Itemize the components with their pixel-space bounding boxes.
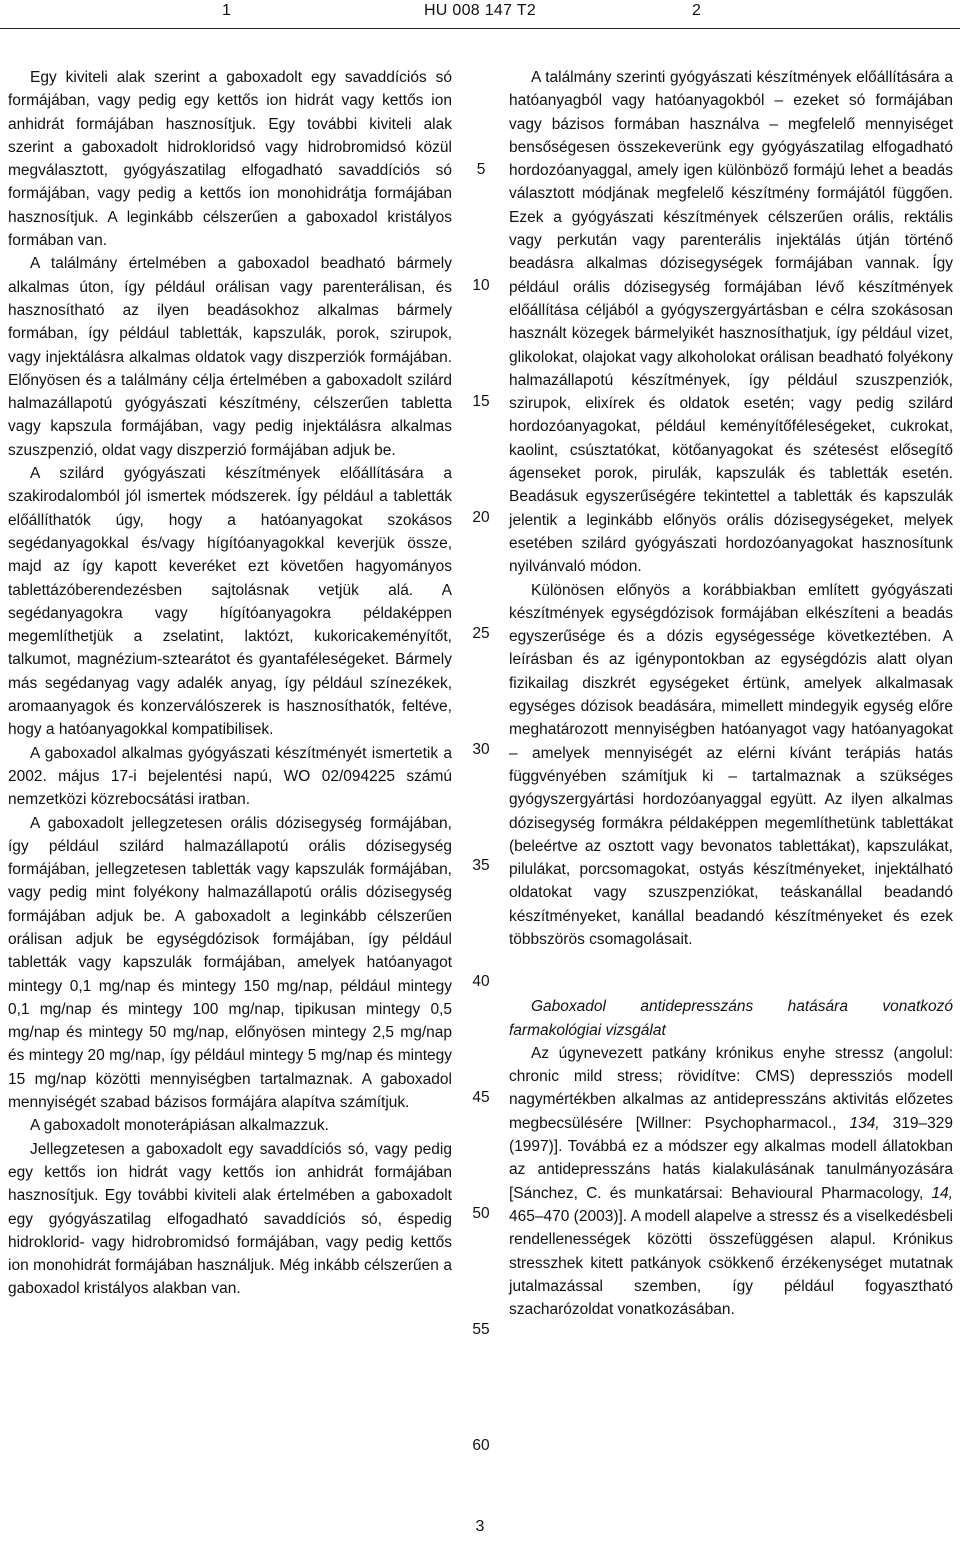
line-number: 10 (472, 277, 490, 294)
volume-number: 134, (849, 1114, 880, 1132)
line-number: 25 (472, 625, 490, 642)
paragraph: A szilárd gyógyászati készítmények előállítására a szakirodalomból jól ismertek módszerek. Így például a tabletták előállíthatók úgy, hogy a hatóanyagokat szokásos segédanyagokkal és/vagy hígítóanyagokkal keverjük össze, majd az így kapott keveréket ezt követően hagyományos tablettázóberendezésben sajtolásnak vetjük alá. A segédanyagokra vagy hígítóanyagokra példaképpen megemlíthetjük a zselatint, laktózt, kukoricakeményítőt, talkumot, magnézium-sztearátot és gyantaféleségeket. Bármely más segédanyag vagy adalék anyag, így például színezékek, aromaanyagok és konzerválószerek is hasznosíthatók, feltéve, hogy a hatóanyagokkal kompatibilisek. (8, 465, 452, 739)
line-number: 50 (472, 1205, 490, 1222)
line-number: 55 (472, 1321, 490, 1338)
line-number: 30 (472, 741, 490, 758)
paragraph: A találmány szerinti gyógyászati készítmények előállítására a hatóanyagból vagy hatóanyagokból – ezeket só formájában vagy bázisos formában használva – megfelelő mennyiséget bensőségesen összekeverünk egy gyógyászatilag elfogadható hordozóanyaggal, amely igen különböző formájú lehet a beadás választott módjának megfelelő készítmény formájától függően. Ezek a gyógyászati készítmények célszerűen orális, rektális vagy perkután vagy parenterális injektálás útján történő beadásra alkalmas dózisegységek formájában vannak. Így például orális dózisegység formájában lévő készítmények előállítása céljából a gyógyszergyártásban e célra szokásosan használt közegek bármelyikét hasznosíthatjuk, így például vizet, glikolokat, olajokat vagy alkoholokat orálisan beadható folyékony halmazállapotú készítmények, így például szuszpenziók, szirupok, elixírek és oldatok esetén; vagy pedig szilárd hordozóanyagokat, például keményítőféleségeket, cukrokat, kaolint, csúsztatókat, kötőanyagokat és szétesést elősegítő ágenseket porok, pirulák, kapszulák és tabletták esetén. Beadásuk egyszerűségére tekintettel a tabletták és kapszulák jelentik a leginkább előnyös orális dózisegységeket, melyek esetében szilárd gyógyászati hordozóanyagokat hasznosítunk nyilvánvaló módon. (509, 69, 953, 576)
line-number: 45 (472, 1089, 490, 1106)
paragraph: Különösen előnyös a korábbiakban említett gyógyászati készítmények egységdózisok formájában elkészíteni a beadás egyszerűsége és a dózis egységessége következtében. A leírásban és az igénypontokban az egységdózis alatt olyan fizikailag diszkrét egységeket értünk, amelyek alkalmasak egységes dózisok beadására, mimellett mindegyik egység előre meghatározott mennyiségben hatóanyagot vagy hatóanyagokat – amelyek mennyiségét az elérni kívánt terápiás hatás függvényében számítjuk ki – tartalmaznak a szükséges gyógyszergyártási hordozóanyaggal együtt. Az ilyen alkalmas dózisegység formákra példaképpen megemlíthetünk tablettákat (beleértve az osztott vagy bevonatos tablettákat), kapszulákat, pilulákat, porcsomagokat, ostyás készítményeket, injektálható oldatokat vagy szuszpenziókat, teáskanállal beadandó készítményeket, kanállal beadandó készítményeket és ezek többszörös csomagolásait. (509, 581, 953, 948)
paragraph: A gaboxadolt jellegzetesen orális dózisegység formájában, így például szilárd halmazállapotú orális dózisegység formájában, jellegzetesen tabletták vagy kapszulák formájában, vagy pedig mint folyékony halmazállapotú orális dózisegység formájában adjuk be. A gaboxadolt a leginkább célszerűen orálisan adjuk be egységdózisok formájában, így például tabletták vagy kapszulák formájában, amelyek hatóanyagot mintegy 0,1 mg/nap és mintegy 150 mg/nap, például mintegy 0,1 mg/nap és mintegy 100 mg/nap, tipikusan mintegy 0,5 mg/nap és mintegy 50 mg/nap, előnyösen mintegy 2,5 mg/nap és mintegy 20 mg/nap, így például mintegy 5 mg/nap és mintegy 15 mg/nap közötti mennyiségben tartalmaznak. A gaboxadol mennyiségét szabad bázisos formájára alapítva számítjuk. (8, 814, 452, 1112)
page-number-right: 2 (692, 2, 701, 19)
right-column (509, 66, 953, 1321)
page-header (0, 0, 960, 30)
left-column (8, 66, 452, 1301)
volume-number: 14, (931, 1184, 953, 1202)
document-id: HU 008 147 T2 (423, 2, 537, 19)
paragraph: Egy kiviteli alak szerint a gaboxadolt egy savaddíciós só formájában, vagy pedig egy kettős ion hidrát vagy kettős ion anhidrát formájában hasznosítjuk. Egy további kiviteli alak szerint a gaboxadolt hidrokloridsó vagy hidrobromidsó közül megválasztott, gyógyászatilag elfogadható savaddíciós só formájában, vagy pedig a kettős ion monohidrátja formájában hasznosítjuk. A leginkább célszerűen a gaboxadol kristályos formában van. (8, 69, 452, 250)
line-number: 5 (476, 161, 486, 178)
paragraph: Jellegzetesen a gaboxadolt egy savaddíciós só, vagy pedig egy kettős ion hidrát vagy kettős ion anhidrát formájában hasznosítjuk. Egy további kiviteli alak értelmében a gaboxadolt egy gyógyászatilag elfogadható savaddíciós só, éspedig hidroklorid- vagy hidrobromidsó formájában, vagy pedig kettős ion monohidrát formájában használjuk. Még inkább célszerűen a gaboxadol kristályos alakban van. (8, 1140, 452, 1298)
text-run: 465–470 (2003)]. A modell alapelve a stressz és a viselkedésbeli rendellenességek közötti összefüggésen alapul. Krónikus stresszhek kitett patkányok csökkenő érzékenységet mutatnak jutalmazással szemben, így például fogyasztható szacharózoldat vonatkozásában. (509, 1207, 953, 1319)
footer-page-number: 3 (475, 1518, 485, 1535)
paragraph (509, 1042, 953, 1322)
line-number: 15 (472, 393, 490, 410)
line-number: 60 (472, 1437, 490, 1454)
section-heading: Gaboxadol antidepresszáns hatására vonatkozó farmakológiai vizsgálat (509, 998, 953, 1039)
line-number: 40 (472, 973, 490, 990)
line-number: 20 (472, 509, 490, 526)
text-run: Az úgynevezett patkány krónikus enyhe stressz (angolul: chronic mild stress; rövidítve: CMS) depressziós modell nagymértékben alkalmas az antidepresszáns aktivitás előzetes megbecsülésére [Willner: Psychopharmacol., (509, 1044, 953, 1132)
paragraph: A gaboxadolt monoterápiásan alkalmazzuk. (30, 1117, 329, 1135)
text-run: 319–329 (1997)]. Továbbá ez a módszer egy alkalmas modell állatokban az antidepresszáns hatás kialakulásának tanulmányozására [Sánchez, C. és munkatársai: Behavioural Pharmacology, (509, 1114, 954, 1202)
paragraph: A gaboxadol alkalmas gyógyászati készítményét ismertetik a 2002. május 17-i bejelentési napú, WO 02/094225 számú nemzetközi közrebocsátási iratban. (8, 744, 452, 809)
line-number: 35 (472, 857, 490, 874)
paragraph: A találmány értelmében a gaboxadol beadható bármely alkalmas úton, így például orálisan vagy parenterálisan, és hasznosítható az ilyen beadásokhoz alkalmas bármely formában, így például tabletták, kapszulák, porok, szirupok, vagy injektálásra alkalmas oldatok vagy diszperziók formájában. Előnyösen és a találmány célja értelmében a gaboxadolt szilárd halmazállapotú gyógyászati készítmény, célszerűen tabletta vagy kapszula formájában, vagy pedig injektálásra alkalmas szuszpenzió, oldat vagy diszperzió formájában adjuk be. (8, 255, 452, 459)
page-number-left: 1 (222, 2, 231, 19)
header-rule (0, 28, 960, 29)
